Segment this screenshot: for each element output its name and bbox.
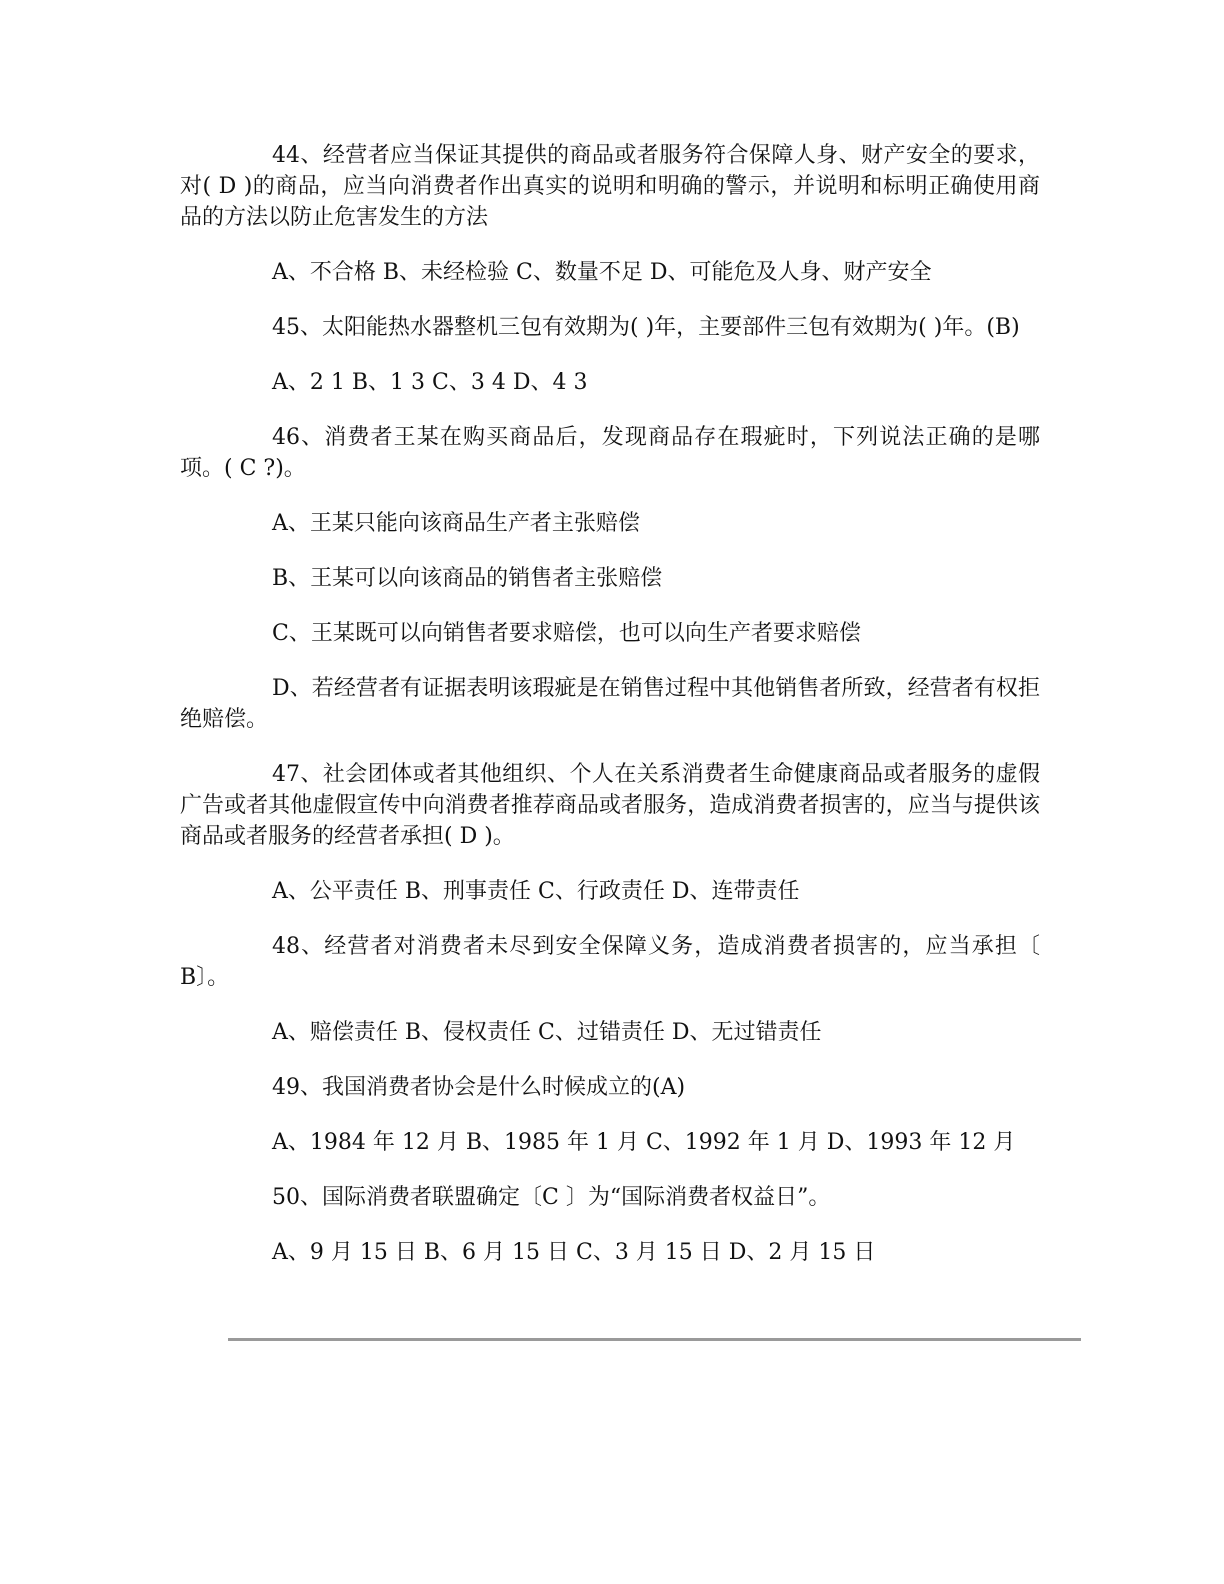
options-49: A、1984 年 12 月 B、1985 年 1 月 C、1992 年 1 月 D、1993 年 12 月 — [272, 1130, 1016, 1155]
options-47: A、公平责任 B、刑事责任 C、行政责任 D、连带责任 — [272, 879, 800, 904]
option-46-a: A、王某只能向该商品生产者主张赔偿 — [272, 511, 640, 536]
footer-divider — [228, 1338, 1081, 1341]
options-45: A、2 1 B、1 3 C、3 4 D、4 3 — [272, 370, 588, 395]
options-44: A、不合格 B、未经检验 C、数量不足 D、可能危及人身、财产安全 — [272, 260, 932, 285]
question-50: 50、国际消费者联盟确定〔C 〕为“国际消费者权益日”。 — [272, 1185, 831, 1210]
document-body — [180, 140, 1040, 1268]
question-45: 45、太阳能热水器整机三包有效期为( )年，主要部件三包有效期为( )年。(B) — [272, 315, 1020, 340]
question-48: 48、经营者对消费者未尽到安全保障义务，造成消费者损害的，应当承担〔 B〕。 — [180, 934, 1040, 990]
question-46: 46、消费者王某在购买商品后，发现商品存在瑕疵时，下列说法正确的是哪项。( C ?)。 — [180, 425, 1040, 481]
option-46-b: B、王某可以向该商品的销售者主张赔偿 — [272, 566, 663, 591]
options-48: A、赔偿责任 B、侵权责任 C、过错责任 D、无过错责任 — [272, 1020, 822, 1045]
option-46-d: D、若经营者有证据表明该瑕疵是在销售过程中其他销售者所致，经营者有权拒绝赔偿。 — [180, 676, 1040, 732]
question-49: 49、我国消费者协会是什么时候成立的(A) — [272, 1075, 686, 1100]
question-44: 44、经营者应当保证其提供的商品或者服务符合保障人身、财产安全的要求，对( D )的商品，应当向消费者作出真实的说明和明确的警示，并说明和标明正确使用商品的方法以防止危害发生的方法 — [180, 143, 1040, 230]
option-46-c: C、王某既可以向销售者要求赔偿，也可以向生产者要求赔偿 — [272, 621, 861, 646]
question-47: 47、社会团体或者其他组织、个人在关系消费者生命健康商品或者服务的虚假广告或者其他虚假宣传中向消费者推荐商品或者服务，造成消费者损害的，应当与提供该商品或者服务的经营者承担( D )。 — [180, 762, 1040, 849]
options-50: A、9 月 15 日 B、6 月 15 日 C、3 月 15 日 D、2 月 15 日 — [272, 1240, 876, 1265]
